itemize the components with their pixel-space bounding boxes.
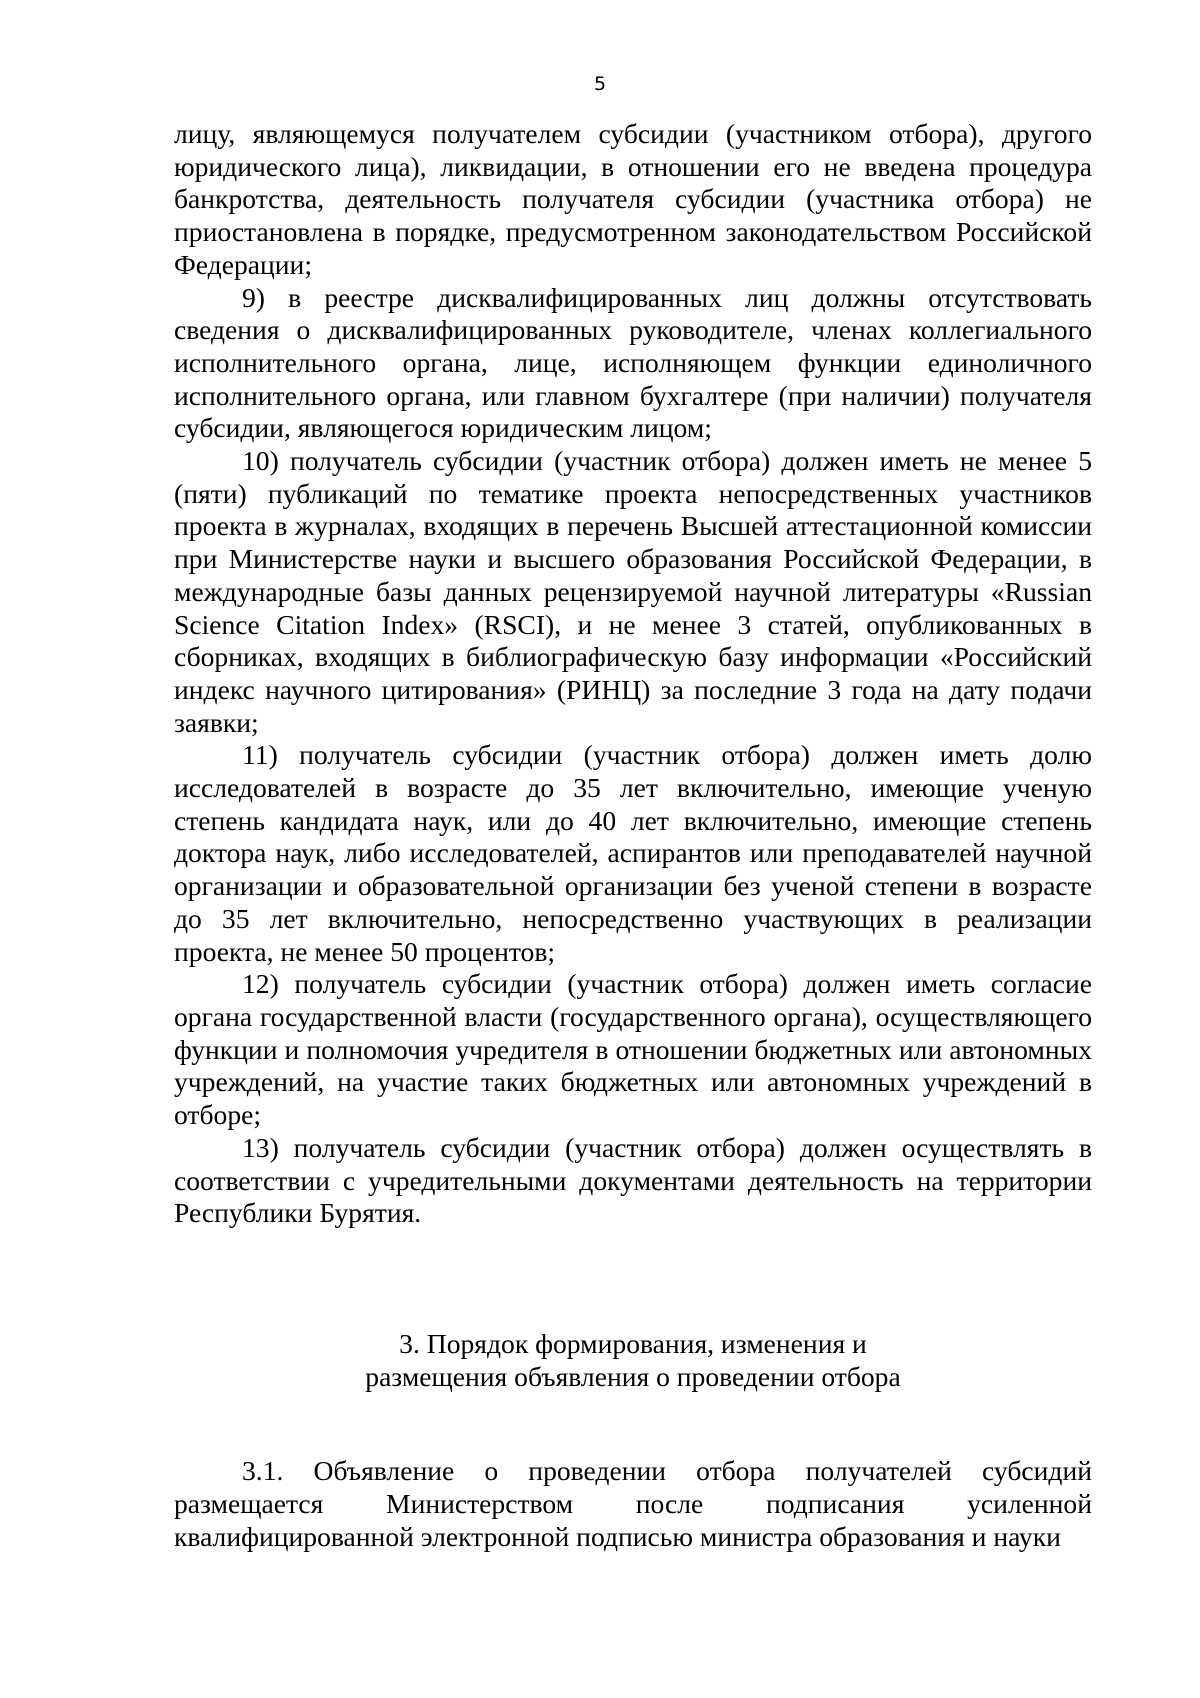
paragraph-item-12: 12) получатель субсидии (участник отбора) должен иметь согласие органа государственной власти (государственного органа), осуществляющего функции и полномочия учредителя в отношении бюджетных или автономных учреждений, на участие таких бюджетных или автономных учреждений в отборе; — [174, 968, 1092, 1131]
heading-gap — [174, 1393, 1092, 1455]
paragraph-3-1: 3.1. Объявление о проведении отбора получателей субсидий размещается Министерством после подписания усиленной квалифицированной электронной подписью министра образования и науки — [174, 1455, 1092, 1552]
paragraph-item-13: 13) получатель субсидии (участник отбора) должен осуществлять в соответствии с учредительными документами деятельность на территории Республики Бурятия. — [174, 1131, 1092, 1229]
paragraph-item-10: 10) получатель субсидии (участник отбора) должен иметь не менее 5 (пяти) публикаций по тематике проекта непосредственных участников проекта в журналах, входящих в перечень Высшей аттестационной комиссии при Министерстве науки и высшего образования Российской Федерации, в международные базы данных рецензируемой научной литературы «Russian Science Citation Index» (RSCI), и не менее 3 статей, опубликованных в сборниках, входящих в библиографическую базу информации «Российский индекс научного цитирования» (РИНЦ) за последние 3 года на дату подачи заявки; — [174, 445, 1092, 738]
paragraph-item-9: 9) в реестре дисквалифицированных лиц должны отсутствовать сведения о дисквалифицированных руководителе, членах коллегиального исполнительного органа, лице, исполняющем функции единоличного исполнительного органа, или главном бухгалтере (при наличии) получателя субсидии, являющегося юридическим лицом; — [174, 281, 1092, 444]
page-number: 5 — [593, 73, 607, 95]
section-gap — [174, 1230, 1092, 1328]
paragraph-continuation: лицу, являющемуся получателем субсидии (участником отбора), другого юридического лица), ликвидации, в отношении его не введена процедура банкротства, деятельность получателя субсидии (участника отбора) не приостановлена в порядке, предусмотренном законодательством Российской Федерации; — [174, 118, 1092, 280]
section-heading-line-1: 3. Порядок формирования, изменения и — [399, 1327, 867, 1359]
paragraph-item-11: 11) получатель субсидии (участник отбора) должен иметь долю исследователей в возрасте до 35 лет включительно, имеющие ученую степень кандидата наук, или до 40 лет включительно, имеющие степень доктора наук, либо исследователей, аспирантов или преподавателей научной организации и образовательной организации без ученой степени в возрасте до 35 лет включительно, непосредственно участвующих в реализации проекта, не менее 50 процентов; — [174, 739, 1092, 967]
section-heading-line-2: размещения объявления о проведении отбора — [365, 1360, 901, 1392]
document-body — [174, 118, 1092, 1553]
